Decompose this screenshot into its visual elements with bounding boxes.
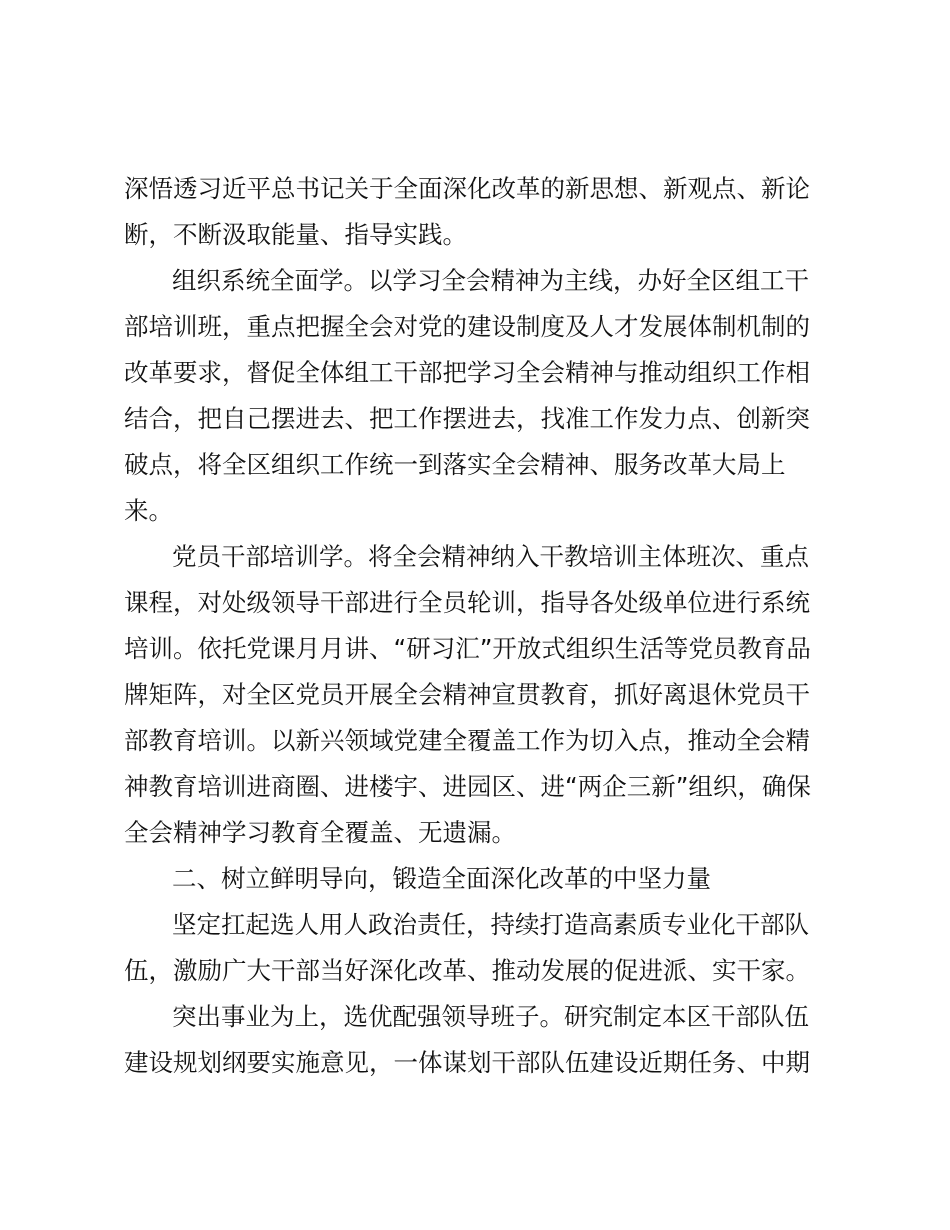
text-line-7: 破点，将全区组织工作统一到落实全会精神、服务改革大局上 [124,450,786,479]
text-line-8: 来。 [124,496,173,525]
text-line-17: 坚定扛起选人用人政治责任，持续打造高素质专业化干部队 [172,910,809,939]
text-line-4: 部培训班，重点把握全会对党的建设制度及人才发展体制机制的 [124,312,810,341]
section-heading-two: 二、树立鲜明导向，锻造全面深化改革的中坚力量 [172,864,711,893]
text-line-10: 课程，对处级领导干部进行全员轮训，指导各处级单位进行系统 [124,588,810,617]
text-line-2: 断，不断汲取能量、指导实践。 [124,220,467,249]
text-line-6: 结合，把自己摆进去、把工作摆进去，找准工作发力点、创新突 [124,404,810,433]
text-line-12: 牌矩阵，对全区党员开展全会精神宣贯教育，抓好离退休党员干 [124,680,810,709]
text-line-1: 深悟透习近平总书记关于全面深化改革的新思想、新观点、新论 [124,174,810,203]
paragraph-heading-cadre-training: 党员干部培训学。将全会精神纳入干教培训主体班次、重点 [172,542,809,571]
text-line-15: 全会精神学习教育全覆盖、无遗漏。 [124,818,516,847]
paragraph-heading-organization-study: 组织系统全面学。以学习全会精神为主线，办好全区组工干 [172,266,809,295]
text-line-14: 神教育培训进商圈、进楼宇、进园区、进“两企三新”组织，确保 [124,772,811,801]
text-line-20: 建设规划纲要实施意见，一体谋划干部队伍建设近期任务、中期 [124,1048,810,1077]
text-line-5: 改革要求，督促全体组工干部把学习全会精神与推动组织工作相 [124,358,810,387]
text-line-13: 部教育培训。以新兴领域党建全覆盖工作为切入点，推动全会精 [124,726,810,755]
paragraph-heading-leadership: 突出事业为上，选优配强领导班子。研究制定本区干部队伍 [172,1002,809,1031]
text-line-18: 伍，激励广大干部当好深化改革、推动发展的促进派、实干家。 [124,956,810,985]
text-line-11: 培训。依托党课月月讲、“研习汇”开放式组织生活等党员教育品 [124,634,811,663]
